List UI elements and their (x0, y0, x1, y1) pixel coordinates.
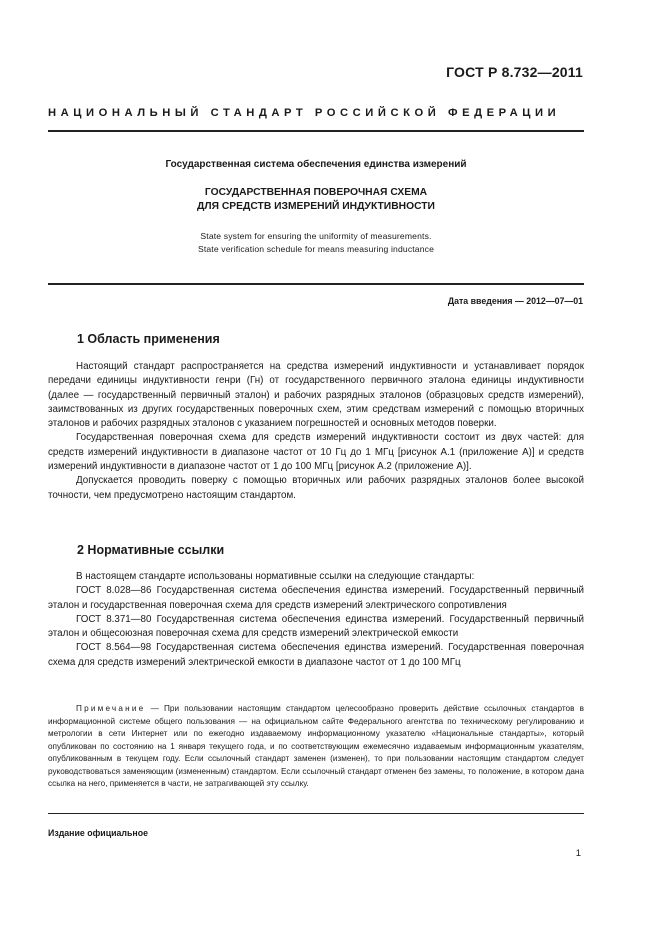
section-1-body (48, 360, 584, 503)
system-title: Государственная система обеспечения единства измерений (165, 159, 467, 170)
english-title-line-1: State system for ensuring the uniformity of measurements. (200, 231, 432, 241)
middle-divider (48, 283, 584, 285)
edition-label: Издание официальное (48, 828, 148, 838)
national-standard-title: НАЦИОНАЛЬНЫЙ СТАНДАРТ РОССИЙСКОЙ ФЕДЕРАЦИИ (48, 107, 561, 119)
section-2-paragraph: ГОСТ 8.564—98 Государственная система обеспечения единства измерений. Государственная поверочная схема для средств измерений электрической емкости в диапазоне частот от 1 до 100 МГц (48, 642, 584, 668)
section-2-heading: 2 Нормативные ссылки (77, 543, 225, 557)
section-2-paragraph: В настоящем стандарте использованы нормативные ссылки на следующие стандарты: (76, 571, 475, 582)
note-label: Примечание (76, 704, 146, 713)
note-text: — При пользовании настоящим стандартом целесообразно проверить действие ссылочных стандартов в информационной системе общего пользования — на официальном сайте Федерального агентства по техническому регулированию и метрологии в сети Интернет или по ежегодно издаваемому информационному указателю «Национальные стандарты», который опубликован по состоянию на 1 января текущего года, и по соответствующим ежемесячно издаваемым информационным указателям, опубликованным в текущем году. Если ссылочный стандарт заменен (изменен), то при пользовании настоящим стандартом следует руководствоваться заменяющим (измененным) стандартом. Если ссылочный стандарт отменен без замены, то положение, в котором дана ссылка на него, применяется в части, не затрагивающей эту ссылку. (48, 704, 584, 788)
section-1-heading: 1 Область применения (77, 332, 220, 346)
main-title-line-1: ГОСУДАРСТВЕННАЯ ПОВЕРОЧНАЯ СХЕМА (204, 187, 428, 198)
top-divider (48, 130, 584, 132)
main-title-line-2: ДЛЯ СРЕДСТВ ИЗМЕРЕНИЙ ИНДУКТИВНОСТИ (197, 201, 435, 212)
english-title-line-2: State verification schedule for means measuring inductance (197, 243, 435, 254)
english-title (48, 230, 584, 255)
section-1-paragraph: Допускается проводить поверку с помощью вторичных или рабочих разрядных эталонов более высокой точности, чем предусмотрено настоящим стандартом. (48, 475, 584, 501)
section-1-paragraph: Настоящий стандарт распространяется на средства измерений индуктивности и устанавливает порядок передачи единицы индуктивности генри (Гн) от государственного первичного эталона единицы индуктивности (далее — государственный первичный эталон) и рабочих разрядных эталонов (образцовых средств измерений), заимствованных из других государственных поверочных схем, этим средствам измерений с помощью вторичных эталонов и рабочих разрядных эталонов с указанием погрешностей и основных методов поверки. (48, 361, 584, 430)
section-1-paragraph: Государственная поверочная схема для средств измерений индуктивности состоит из двух частей: для средств измерений индуктивности в диапазоне частот от 10 Гц до 1 МГц [рисунок А.1 (приложение А)] и средств измерений индуктивности в диапазоне частот от 1 до 100 МГц [рисунок А.2 (приложение А)]. (48, 432, 584, 473)
effective-date: Дата введения — 2012—07—01 (447, 296, 583, 306)
section-2-paragraph: ГОСТ 8.371—80 Государственная система обеспечения единства измерений. Государственный первичный эталон и общесоюзная поверочная схема для средств измерений электрической емкости (48, 613, 584, 640)
section-2-paragraph: ГОСТ 8.028—86 Государственная система обеспечения единства измерений. Государственный первичный эталон и государственная поверочная схема для средств измерений электрического сопротивления (48, 585, 584, 611)
note (48, 703, 584, 791)
main-title (48, 186, 584, 214)
page-number: 1 (575, 848, 581, 859)
section-2-body (48, 570, 584, 670)
document-number: ГОСТ Р 8.732—2011 (446, 64, 583, 80)
bottom-divider (48, 813, 584, 814)
